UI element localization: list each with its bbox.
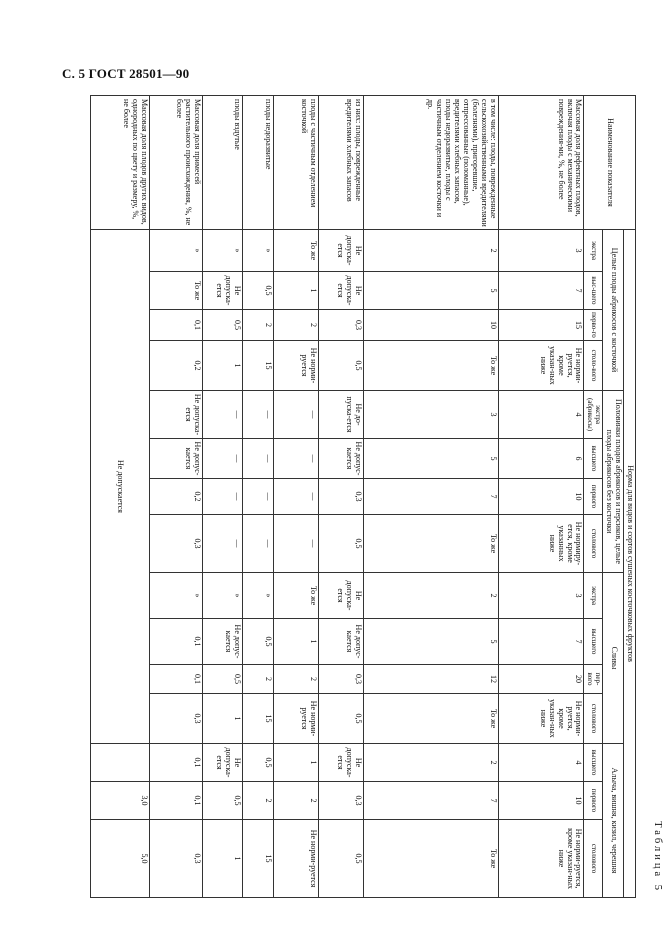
cell: Не допус-кается — [202, 619, 243, 665]
cell: 4 — [498, 391, 584, 439]
cell: 2 — [274, 782, 319, 820]
cell: — — [202, 515, 243, 573]
cell: — — [274, 439, 319, 479]
cell: 2 — [364, 573, 499, 619]
cell: 0,1 — [149, 744, 202, 782]
cell: Не допуска-ется — [319, 230, 364, 272]
cell: 15 — [243, 694, 274, 744]
grade-header: столового — [584, 515, 603, 573]
cell: — — [202, 479, 243, 515]
grade-header: перво-го — [584, 310, 603, 341]
cell: 0,3 — [319, 310, 364, 341]
table-caption: Таблица 5 — [652, 821, 663, 893]
grade-header: выс-шего — [584, 272, 603, 310]
table-row — [274, 96, 319, 898]
cell: » — [149, 230, 202, 272]
cell: 5,0 — [91, 820, 150, 898]
grade-header: столо-вого — [584, 341, 603, 391]
cell: Не допуска-ется — [202, 272, 243, 310]
row-label: из них: плоды, поврежденные вредителями хлебных запасов — [319, 96, 364, 230]
row-label: Массовая доля примесей растительного происхождения, %, не более — [149, 96, 202, 230]
cell: Не норми-руется, кроме указан-ных ниже — [498, 820, 584, 898]
rotated-table-area — [90, 95, 663, 897]
cell: 0,3 — [149, 515, 202, 573]
cell: 0,3 — [149, 694, 202, 744]
cell: 20 — [498, 665, 584, 694]
cell: 0,5 — [319, 820, 364, 898]
cell: То же — [364, 694, 499, 744]
grade-header: пер-вого — [584, 665, 603, 694]
row-label: плоды недоразвитые — [243, 96, 274, 230]
row-label: Массовая доля дефектных плодов, включая плоды с механическими повреждения-ми, %, не более — [498, 96, 584, 230]
grade-header: экстра — [584, 573, 603, 619]
cell: 3 — [498, 230, 584, 272]
group-plums: Сливы — [603, 573, 624, 744]
cell: Не норми-руется — [274, 694, 319, 744]
cell: Не норми-руется, кроме указан-ных ниже — [498, 341, 584, 391]
cell: То же — [364, 820, 499, 898]
cell: 5 — [364, 272, 499, 310]
cell: » — [243, 230, 274, 272]
cell: » — [149, 573, 202, 619]
page-header: С. 5 ГОСТ 28501—90 — [62, 66, 190, 81]
row-label: плоды вздутые — [202, 96, 243, 230]
cell: — — [243, 391, 274, 439]
cell: 7 — [498, 619, 584, 665]
cell: 1 — [274, 619, 319, 665]
cell: 2 — [364, 230, 499, 272]
table-title: Норма для видов и сортов сушеных косточковых фруктов — [624, 230, 636, 898]
cell: — — [202, 391, 243, 439]
cell: 0,5 — [243, 744, 274, 782]
rotated-table-inner — [90, 95, 663, 897]
cell: 6 — [498, 439, 584, 479]
table-row — [91, 96, 150, 898]
cell: То же — [364, 515, 499, 573]
cell: — — [202, 439, 243, 479]
cell: 0,3 — [319, 665, 364, 694]
cell: 0,5 — [202, 310, 243, 341]
cell: 0,2 — [149, 479, 202, 515]
group-apricot-halves: Половинки плодов абрикосов и персиков, целые плоды абрикосов без косточки — [603, 391, 624, 573]
cell: 0,5 — [202, 665, 243, 694]
cell: 1 — [202, 694, 243, 744]
grade-header: столового — [584, 820, 603, 898]
cell: Не допуска-ется — [149, 391, 202, 439]
cell: Не допус-кается — [319, 439, 364, 479]
merged-cell: Не допускается — [91, 230, 150, 744]
cell: Не норми-руется, кроме указан-ных ниже — [498, 694, 584, 744]
table-row — [319, 96, 364, 898]
group-cherries: Алыча, вишня, кизил, черешня — [603, 744, 624, 898]
cell: — — [274, 391, 319, 439]
cell: 0,5 — [319, 515, 364, 573]
cell: 0,1 — [149, 782, 202, 820]
cell: 2 — [243, 310, 274, 341]
cell: 0,3 — [319, 782, 364, 820]
cell: Не допуска-ется — [202, 744, 243, 782]
cell: 7 — [498, 272, 584, 310]
cell: Не норми-руется — [274, 341, 319, 391]
group-apricot-stone: Целые плоды абрикосов с косточкой — [603, 230, 624, 391]
cell: Не допуска-ется — [319, 573, 364, 619]
cell: 2 — [274, 310, 319, 341]
grade-header: первого — [584, 782, 603, 820]
col-header-name: Наименование показателя — [584, 96, 636, 230]
cell: Не допус-кается — [319, 619, 364, 665]
grade-header: экстра (абрикосы) — [584, 391, 603, 439]
row-label: в том числе: плоды, поврежденные сельскохозяйственными вредителями (болезнями), пригоревшие, отпрессованные (поломанные), вредителями хлебных запасов, плоды недоразвитые, плоды с частичным отделением косточки и др. — [364, 96, 499, 230]
cell: 0,5 — [243, 619, 274, 665]
cell: » — [202, 573, 243, 619]
cell: 1 — [202, 341, 243, 391]
cell: 2 — [243, 665, 274, 694]
cell: Не нормиру-ется, кроме указанных ниже — [498, 515, 584, 573]
norms-table — [90, 95, 636, 898]
cell: 0,1 — [149, 665, 202, 694]
cell: 0,5 — [243, 272, 274, 310]
cell: — — [274, 515, 319, 573]
cell: 0,1 — [149, 619, 202, 665]
cell: 4 — [498, 744, 584, 782]
grade-header: высшего — [584, 619, 603, 665]
cell: 1 — [274, 744, 319, 782]
grade-header: высшего — [584, 439, 603, 479]
row-label: плоды с частичным отделением косточкой — [274, 96, 319, 230]
cell: 2 — [274, 665, 319, 694]
cell: То же — [149, 272, 202, 310]
cell: 0,3 — [319, 479, 364, 515]
cell: 3 — [364, 391, 499, 439]
table-row — [498, 96, 584, 898]
cell: Не норми-руется — [274, 820, 319, 898]
cell: То же — [364, 341, 499, 391]
cell: 12 — [364, 665, 499, 694]
cell: » — [202, 230, 243, 272]
cell: 5 — [364, 619, 499, 665]
cell: Не допуска-ется — [319, 744, 364, 782]
cell: 3,0 — [91, 782, 150, 820]
grade-header: столового — [584, 694, 603, 744]
cell: » — [243, 573, 274, 619]
cell: Не до-пуска-ется — [319, 391, 364, 439]
cell: — — [243, 479, 274, 515]
cell: Не допус-кается — [149, 439, 202, 479]
grade-header: первого — [584, 479, 603, 515]
cell: 0,5 — [319, 341, 364, 391]
table-row — [149, 96, 202, 898]
table-row — [202, 96, 243, 898]
table-row — [243, 96, 274, 898]
cell: 0,3 — [149, 820, 202, 898]
cell: 1 — [202, 820, 243, 898]
cell: — — [243, 439, 274, 479]
cell: 2 — [364, 744, 499, 782]
cell — [91, 744, 150, 782]
cell: — — [243, 515, 274, 573]
cell: То же — [274, 230, 319, 272]
cell: 0,5 — [202, 782, 243, 820]
cell: 7 — [364, 479, 499, 515]
cell: 10 — [498, 479, 584, 515]
cell: 15 — [243, 820, 274, 898]
cell: 0,1 — [149, 310, 202, 341]
cell: 15 — [243, 341, 274, 391]
cell: 1 — [274, 272, 319, 310]
table-row — [364, 96, 499, 898]
cell: 5 — [364, 439, 499, 479]
row-label: Массовая доля плодов других видов, однородных по цвету и размеру, %, не более — [91, 96, 150, 230]
grade-header: высшего — [584, 744, 603, 782]
cell: 2 — [243, 782, 274, 820]
cell: Не допуска-ется — [319, 272, 364, 310]
cell: 0,5 — [319, 694, 364, 744]
grade-header: экстра — [584, 230, 603, 272]
cell: — — [274, 479, 319, 515]
cell: 7 — [364, 782, 499, 820]
cell: 0,2 — [149, 341, 202, 391]
cell: 10 — [498, 782, 584, 820]
cell: 10 — [364, 310, 499, 341]
cell: То же — [274, 573, 319, 619]
cell: 15 — [498, 310, 584, 341]
cell: 3 — [498, 573, 584, 619]
